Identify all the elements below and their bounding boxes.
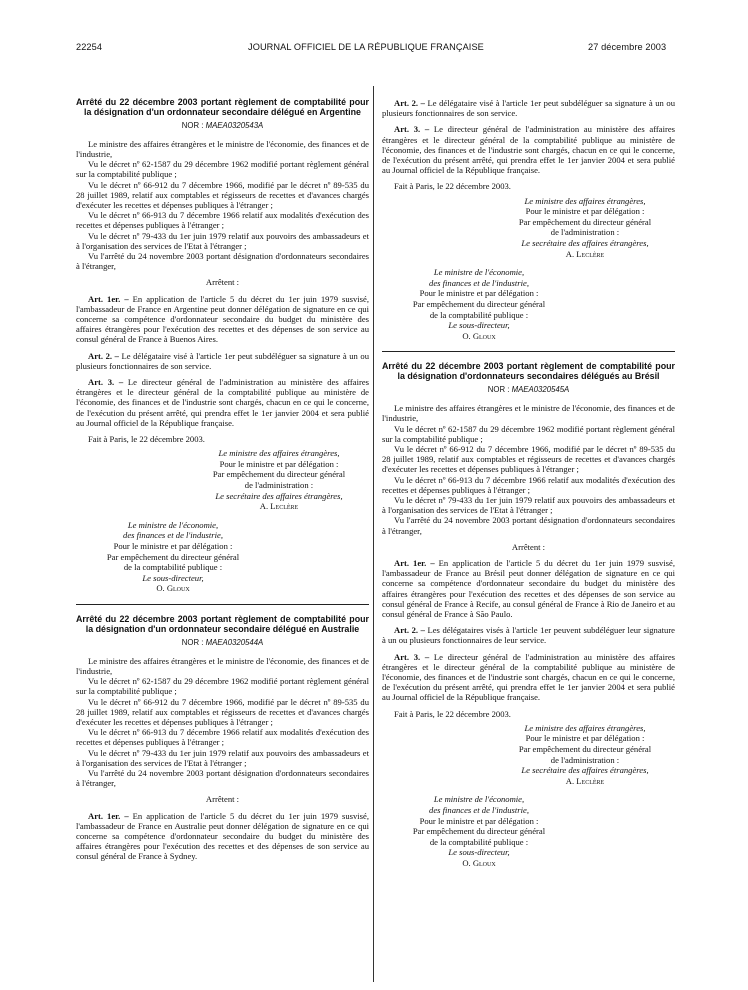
signature-place-date: Fait à Paris, le 22 décembre 2003.: [394, 708, 511, 719]
decree-argentine: [76, 98, 369, 594]
visa: Vu le décret nº 79-433 du 1er juin 1979 relatif aux pouvoirs des ambassadeurs et à l'organisation des services de l'Etat à l'étranger ;: [76, 230, 369, 251]
column-divider: [373, 86, 374, 982]
visa: Vu le décret nº 62-1587 du 29 décembre 1962 modifié portant règlement général sur la comptabilité publique ;: [76, 159, 369, 180]
article-2: Art. 2. – Les délégataires visés à l'article 1er peuvent subdéléguer leur signature à un ou plusieurs fonctionnaires de leur service.: [382, 625, 675, 646]
article-1: Art. 1er. – En application de l'article 5 du décret du 1er juin 1979 susvisé, l'ambassadeur de France en Australie peut donner délégation de signature en ce qui concerne sa compétence d'ordonnateur secondaire du budget du ministère des affaires étrangères pour l'exécution des recettes et des dépenses de son service au consul général de France à Sydney.: [76, 810, 369, 862]
preamble: Le ministre des affaires étrangères et le ministre de l'économie, des finances et de l'industrie,: [76, 138, 369, 159]
visa: Vu le décret nº 66-913 du 7 décembre 1966 relatif aux modalités d'exécution des recettes et dépenses publiques à l'étranger ;: [76, 210, 369, 231]
decree-title: Arrêté du 22 décembre 2003 portant règlement de comptabilité pour la désignation d'un ordonnateur secondaire délégué en Australie: [76, 614, 369, 634]
section-divider: [382, 351, 675, 352]
decree-title: Arrêté du 22 décembre 2003 portant règlement de comptabilité pour la désignation d'un ordonnateur secondaire délégué en Argentine: [76, 97, 369, 117]
visa: Vu l'arrêté du 24 novembre 2003 portant désignation d'ordonnateurs secondaires à l'étranger,: [76, 768, 369, 789]
preamble: Le ministre des affaires étrangères et le ministre de l'économie, des finances et de l'industrie,: [382, 403, 675, 424]
visa: Vu le décret nº 62-1587 du 29 décembre 1962 modifié portant règlement général sur la comptabilité publique ;: [76, 676, 369, 697]
nor-reference: NOR : MAEA0320544A: [181, 637, 264, 647]
nor-reference: NOR : MAEA0320543A: [181, 120, 264, 130]
signature-affaires-etrangeres: Le ministre des affaires étrangères, Pour le ministre et par délégation : Par empêchement du directeur général de l'administration : Le secrétaire des affaires étrangères, A. Leclère: [518, 195, 652, 259]
signature-economie: Le ministre de l'économie, des finances et de l'industrie, Pour le ministre et par délégation : Par empêchement du directeur général de la comptabilité publique : Le sous-directeur, O. Gloux: [412, 794, 546, 868]
signature-economie: Le ministre de l'économie, des finances et de l'industrie, Pour le ministre et par délégation : Par empêchement du directeur général de la comptabilité publique : Le sous-directeur, O. Gloux: [106, 519, 240, 594]
section-divider: [76, 604, 369, 605]
nor-reference: NOR : MAEA0320545A: [487, 384, 570, 394]
signature-affaires-etrangeres: Le ministre des affaires étrangères, Pour le ministre et par délégation : Par empêchement du directeur général de l'administration : Le secrétaire des affaires étrangères, A. Leclère: [212, 448, 346, 512]
decree-bresil: [382, 362, 675, 868]
article-1: Art. 1er. – En application de l'article 5 du décret du 1er juin 1979 susvisé, l'ambassadeur de France au Brésil peut donner délégation de signature en ce qui concerne sa compétence d'ordonnateur secondaire du budget du ministère des affaires étrangères pour l'exécution des recettes et des dépenses de son service au consul général de France à Recife, au consul général de France à Rio de Janeiro et au consul général de France à São Paulo.: [382, 557, 675, 619]
preamble: Le ministre des affaires étrangères et le ministre de l'économie, des finances et de l'industrie,: [76, 655, 369, 676]
decree-australie-continued: [382, 98, 675, 341]
visa: Vu le décret nº 62-1587 du 29 décembre 1962 modifié portant règlement général sur la comptabilité publique ;: [382, 423, 675, 444]
journal-title: JOURNAL OFFICIEL DE LA RÉPUBLIQUE FRANÇAISE: [248, 42, 484, 52]
article-2: Art. 2. – Le délégataire visé à l'article 1er peut subdéléguer sa signature à un ou plusieurs fonctionnaires de son service.: [76, 350, 370, 371]
article-3: Art. 3. – Le directeur général de l'administration au ministère des affaires étrangères et le directeur général de la comptabilité publique au ministère de l'économie, des finances et de l'industrie sont chargés, chacun en ce qui le concerne, de l'exécution du présent arrêté, qui prendra effet le 1er janvier 2004 et sera publié au Journal officiel de la République française.: [76, 377, 369, 428]
signature-economie: Le ministre de l'économie, des finances et de l'industrie, Pour le ministre et par délégation : Par empêchement du directeur général de la comptabilité publique : Le sous-directeur, O. Gloux: [412, 267, 546, 341]
signature-affaires-etrangeres: Le ministre des affaires étrangères, Pour le ministre et par délégation : Par empêchement du directeur général de l'administration : Le secrétaire des affaires étrangères, A. Leclère: [518, 722, 652, 786]
article-2: Art. 2. – Le délégataire visé à l'article 1er peut subdéléguer sa signature à un ou plusieurs fonctionnaires de son service.: [382, 98, 676, 119]
arretent-heading: Arrêtent :: [205, 277, 240, 288]
visa: Vu l'arrêté du 24 novembre 2003 portant désignation d'ordonnateurs secondaires à l'étranger,: [382, 515, 675, 536]
signature-place-date: Fait à Paris, le 22 décembre 2003.: [88, 434, 205, 445]
visa: Vu le décret nº 66-912 du 7 décembre 1966, modifié par le décret nº 89-535 du 28 juillet 1989, relatif aux comptables et régisseurs de recettes et d'avances chargés d'exécuter les recettes et dépenses publiques à l'étranger ;: [76, 696, 369, 728]
article-3: Art. 3. – Le directeur général de l'administration au ministère des affaires étrangères et le directeur général de la comptabilité publique au ministère de l'économie, des finances et de l'industrie sont chargés, chacun en ce qui le concerne, de l'exécution du présent arrêté, qui prendra effet le 1er janvier 2004 et sera publié au Journal officiel de la République française.: [382, 651, 675, 703]
page-number: 22254: [76, 42, 103, 52]
left-column: [76, 98, 369, 862]
article-3: Art. 3. – Le directeur général de l'administration au ministère des affaires étrangères et le directeur général de la comptabilité publique au ministère de l'économie, des finances et de l'industrie sont chargés, chacun en ce qui le concerne, de l'exécution du présent arrêté, qui prendra effet le 1er janvier 2004 et sera publié au Journal officiel de la République française.: [382, 124, 675, 176]
issue-date: 27 décembre 2003: [588, 42, 667, 52]
right-column: [382, 98, 675, 869]
visa: Vu le décret nº 66-913 du 7 décembre 1966 relatif aux modalités d'exécution des recettes et dépenses publiques à l'étranger ;: [382, 474, 675, 495]
signature-place-date: Fait à Paris, le 22 décembre 2003.: [394, 181, 511, 192]
article-1: Art. 1er. – En application de l'article 5 du décret du 1er juin 1979 susvisé, l'ambassadeur de France en Argentine peut donner délégation de signature en ce qui concerne sa compétence d'ordonnateur secondaire du budget du ministère des affaires étrangères pour l'exécution des recettes et des dépenses de son service au consul général de France à Buenos Aires.: [76, 293, 369, 345]
arretent-heading: Arrêtent :: [205, 794, 240, 805]
arretent-heading: Arrêtent :: [511, 541, 546, 552]
visa: Vu le décret nº 66-912 du 7 décembre 1966, modifié par le décret nº 89-535 du 28 juillet 1989, relatif aux comptables et régisseurs de recettes et d'avances chargés d'exécuter les recettes et dépenses publiques à l'étranger ;: [76, 179, 369, 211]
decree-title: Arrêté du 22 décembre 2003 portant règlement de comptabilité pour la désignation d'ordonnateurs secondaires délégués au Brésil: [382, 361, 675, 382]
visa: Vu le décret nº 66-913 du 7 décembre 1966 relatif aux modalités d'exécution des recettes et dépenses publiques à l'étranger ;: [76, 727, 369, 748]
visa: Vu le décret nº 66-912 du 7 décembre 1966, modifié par le décret nº 89-535 du 28 juillet 1989, relatif aux comptables et régisseurs de recettes et d'avances chargés d'exécuter les recettes et dépenses publiques à l'étranger ;: [382, 443, 675, 475]
visa: Vu l'arrêté du 24 novembre 2003 portant désignation d'ordonnateurs secondaires à l'étranger,: [76, 251, 369, 272]
visa: Vu le décret nº 79-433 du 1er juin 1979 relatif aux pouvoirs des ambassadeurs et à l'organisation des services de l'Etat à l'étranger ;: [76, 747, 369, 768]
visa: Vu le décret nº 79-433 du 1er juin 1979 relatif aux pouvoirs des ambassadeurs et à l'organisation des services de l'Etat à l'étranger ;: [382, 494, 675, 516]
decree-australie: [76, 615, 369, 862]
